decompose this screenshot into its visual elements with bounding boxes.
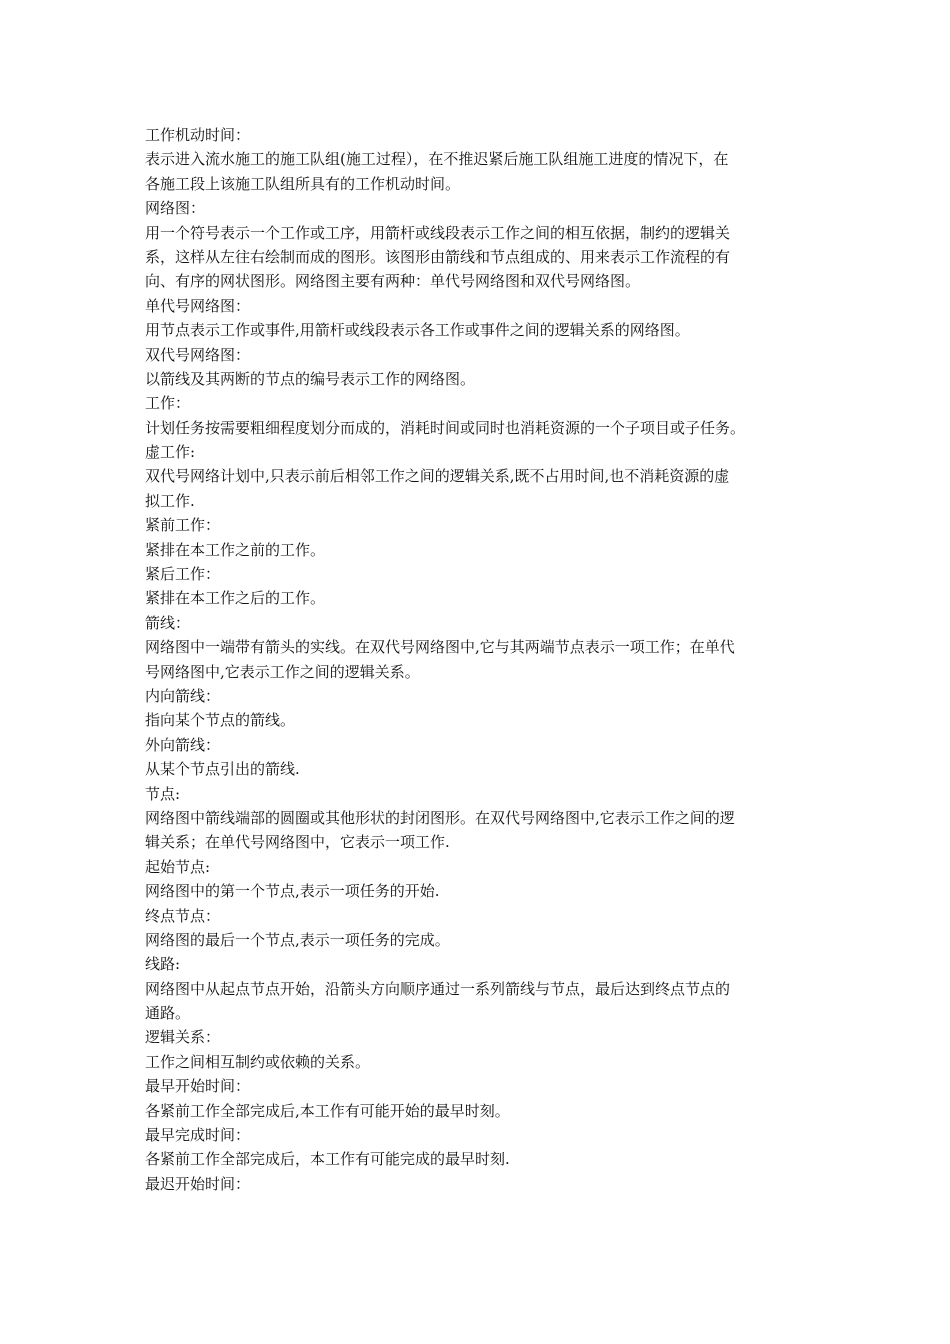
term-heading: 虚工作:	[145, 443, 196, 462]
definition-text: 工作之间相互制约或依赖的关系。	[145, 1052, 371, 1071]
definition-text: 以箭线及其两断的节点的编号表示工作的网络图。	[145, 369, 476, 388]
definition-text: 各紧前工作全部完成后，本工作有可能完成的最早时刻.	[145, 1150, 510, 1169]
term-heading: 双代号网络图：	[145, 345, 251, 364]
definition-text: 用节点表示工作或事件,用箭杆或线段表示各工作或事件之间的逻辑关系的网络图。	[145, 321, 690, 340]
definition-text: 系，这样从左往右绘制而成的图形。该图形由箭线和节点组成的、用来表示工作流程的有	[145, 247, 731, 266]
term-heading: 网络图：	[145, 199, 206, 218]
term-heading: 逻辑关系：	[145, 1028, 221, 1047]
definition-text: 向、有序的网状图形。网络图主要有两种：单代号网络图和双代号网络图。	[145, 272, 641, 291]
definition-text: 各施工段上该施工队组所具有的工作机动时间。	[145, 174, 461, 193]
term-heading: 工作机动时间：	[145, 126, 251, 144]
term-heading: 最早完成时间：	[145, 1126, 251, 1145]
definition-text: 计划任务按需要粗细程度划分而成的，消耗时间或同时也消耗资源的一个子项目或子任务。	[145, 418, 746, 437]
definition-text: 网络图中从起点节点开始，沿箭头方向顺序通过一系列箭线与节点，最后达到终点节点的	[145, 979, 731, 998]
definition-text: 双代号网络计划中,只表示前后相邻工作之间的逻辑关系,既不占用时间,也不消耗资源的虚	[145, 467, 730, 486]
definition-text: 用一个符号表示一个工作或工序，用箭杆或线段表示工作之间的相互依据，制约的逻辑关	[145, 223, 731, 242]
definition-text: 网络图的最后一个节点,表示一项任务的完成。	[145, 930, 450, 949]
definition-text: 号网络图中,它表示工作之间的逻辑关系。	[145, 662, 420, 681]
term-heading: 起始节点:	[145, 857, 211, 876]
term-heading: 终点节点：	[145, 906, 221, 925]
term-heading: 单代号网络图：	[145, 296, 251, 315]
term-heading: 紧前工作：	[145, 516, 221, 535]
term-heading: 最迟开始时间：	[145, 1174, 251, 1193]
term-heading: 工作：	[145, 394, 191, 413]
definition-text: 紧排在本工作之后的工作。	[145, 589, 326, 608]
definition-text: 表示进入流水施工的施工队组(施工过程），在不推迟紧后施工队组施工进度的情况下，在	[145, 150, 729, 169]
definition-text: 紧排在本工作之前的工作。	[145, 540, 326, 559]
term-heading: 紧后工作：	[145, 565, 221, 584]
term-heading: 内向箭线：	[145, 686, 221, 705]
definition-text: 网络图中一端带有箭头的实线。在双代号网络图中,它与其两端节点表示一项工作；在单代	[145, 638, 735, 657]
definition-text: 指向某个节点的箭线。	[145, 711, 296, 730]
term-heading: 节点:	[145, 784, 181, 803]
definition-text: 辑关系；在单代号网络图中，它表示一项工作.	[145, 833, 450, 852]
definition-text: 各紧前工作全部完成后,本工作有可能开始的最早时刻。	[145, 1101, 510, 1120]
term-heading: 最早开始时间：	[145, 1077, 251, 1096]
document-body	[145, 123, 810, 1196]
definition-text: 网络图中箭线端部的圆圈或其他形状的封闭图形。在双代号网络图中,它表示工作之间的逻	[145, 808, 735, 827]
definition-text: 拟工作.	[145, 491, 195, 510]
definition-text: 通路。	[145, 1004, 191, 1023]
definition-text: 从某个节点引出的箭线.	[145, 760, 300, 779]
term-heading: 线路:	[145, 955, 181, 974]
term-heading: 箭线：	[145, 613, 191, 632]
term-heading: 外向箭线：	[145, 735, 221, 754]
definition-text: 网络图中的第一个节点,表示一项任务的开始.	[145, 882, 440, 901]
